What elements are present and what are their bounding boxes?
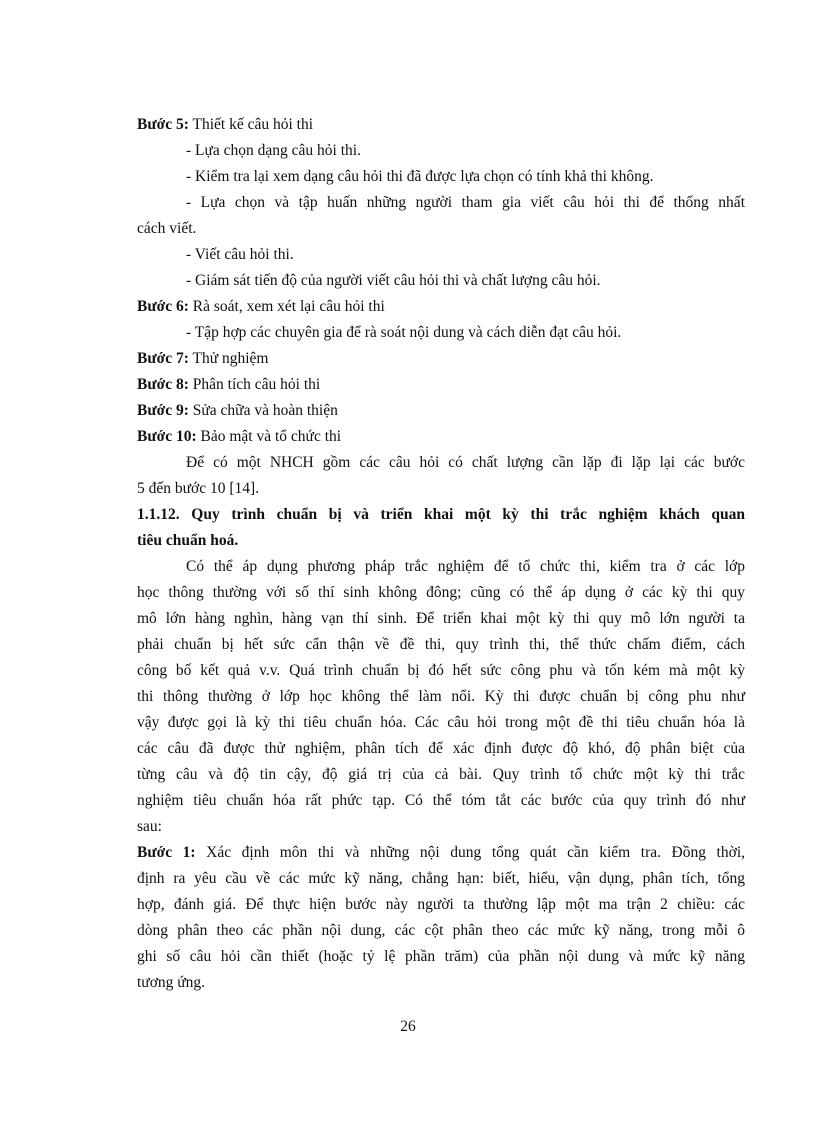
step-5-item: - Giám sát tiến độ của người viết câu hỏi thi và chất lượng câu hỏi. xyxy=(186,272,601,289)
summary-line: 5 đến bước 10 [14]. xyxy=(137,480,260,497)
step-5-text: Thiết kế câu hỏi thi xyxy=(188,116,314,133)
step-1-continuation: ghi số câu hỏi cần thiết (hoặc tỷ lệ phần trăm) của phần nội dung và mức kỹ năng xyxy=(137,948,745,965)
paragraph-line: công bố kết quả v.v. Quá trình chuẩn bị đó hết sức công phu và tốn kém mà một kỳ xyxy=(137,662,745,679)
paragraph-line: Có thể áp dụng phương pháp trắc nghiệm để tổ chức thi, kiểm tra ở các lớp xyxy=(186,558,745,575)
paragraph-line: thi thông thường ở lớp học không thể làm nổi. Kỳ thi được chuẩn bị công phu như xyxy=(137,688,745,705)
page-content xyxy=(137,112,745,996)
step-1-continuation: dòng phân theo các phần nội dung, các cột phân theo các mức kỹ năng, trong mỗi ô xyxy=(137,922,745,939)
step-10-line xyxy=(137,424,745,450)
step-1-label: Bước 1: xyxy=(137,844,196,861)
step-6-line xyxy=(137,294,745,320)
step-9-text: Sửa chữa và hoàn thiện xyxy=(188,402,338,419)
page-number: 26 xyxy=(400,1018,416,1035)
step-1-continuation: tương ứng. xyxy=(137,974,206,991)
paragraph-line: vậy được gọi là kỳ thi tiêu chuẩn hóa. Các câu hỏi trong một đề thi tiêu chuẩn hóa là xyxy=(137,714,745,731)
step-6-text: Rà soát, xem xét lại câu hỏi thi xyxy=(188,298,385,315)
step-5-item: - Lựa chọn dạng câu hỏi thi. xyxy=(186,142,361,159)
paragraph-line: từng câu và độ tin cậy, độ giá trị của cả bài. Quy trình tổ chức một kỳ thi trắc xyxy=(137,766,745,783)
step-9-line xyxy=(137,398,745,424)
step-5-item-continuation: cách viết. xyxy=(137,220,197,237)
paragraph-line: nghiệm tiêu chuẩn hóa rất phức tạp. Có thể tóm tắt các bước của quy trình đó như xyxy=(137,792,745,809)
step-7-label: Bước 7: xyxy=(137,350,189,367)
paragraph-line: học thông thường với số thí sinh không đông; cũng có thể áp dụng ở các kỳ thi quy xyxy=(137,584,745,601)
step-1-text: Xác định môn thi và những nội dung tổng quát cần kiểm tra. Đồng thời, xyxy=(195,844,745,861)
step-7-text: Thử nghiệm xyxy=(188,350,269,367)
step-5-item: - Lựa chọn và tập huấn những người tham gia viết câu hỏi thi để thống nhất xyxy=(186,194,745,211)
step-6-label: Bước 6: xyxy=(137,298,189,315)
paragraph-line: phải chuẩn bị hết sức cẩn thận về đề thi, quy trình thi, thể thức chấm điểm, cách xyxy=(137,636,745,653)
step-5-item: - Kiểm tra lại xem dạng câu hỏi thi đã được lựa chọn có tính khả thi không. xyxy=(186,168,654,185)
step-5-line xyxy=(137,112,745,138)
paragraph-line: mô lớn hàng nghìn, hàng vạn thí sinh. Để triển khai một kỳ thi quy mô lớn người ta xyxy=(137,610,745,627)
section-heading: tiêu chuẩn hoá. xyxy=(137,532,239,549)
paragraph-line: sau: xyxy=(137,818,162,835)
step-8-text: Phân tích câu hỏi thi xyxy=(188,376,321,393)
step-9-label: Bước 9: xyxy=(137,402,189,419)
summary-line: Để có một NHCH gồm các câu hỏi có chất lượng cần lặp đi lặp lại các bước xyxy=(186,454,745,471)
step-10-text: Bảo mật và tổ chức thi xyxy=(196,428,342,445)
step-7-line xyxy=(137,346,745,372)
section-heading: 1.1.12. Quy trình chuẩn bị và triển khai một kỳ thi trắc nghiệm khách quan xyxy=(137,506,745,523)
step-10-label: Bước 10: xyxy=(137,428,197,445)
step-8-line xyxy=(137,372,745,398)
step-1-continuation: định ra yêu cầu về các mức kỹ năng, chẳng hạn: biết, hiểu, vận dụng, phân tích, tổng xyxy=(137,870,745,887)
step-1-continuation: hợp, đánh giá. Để thực hiện bước này người ta thường lập một ma trận 2 chiều: các xyxy=(137,896,745,913)
paragraph-line: các câu đã được thử nghiệm, phân tích để xác định được độ khó, độ phân biệt của xyxy=(137,740,745,757)
step-8-label: Bước 8: xyxy=(137,376,189,393)
step-6-item: - Tập hợp các chuyên gia để rà soát nội dung và cách diễn đạt câu hỏi. xyxy=(186,324,622,341)
step-5-label: Bước 5: xyxy=(137,116,189,133)
step-1-line xyxy=(137,840,745,866)
step-5-item: - Viết câu hỏi thi. xyxy=(186,246,294,263)
